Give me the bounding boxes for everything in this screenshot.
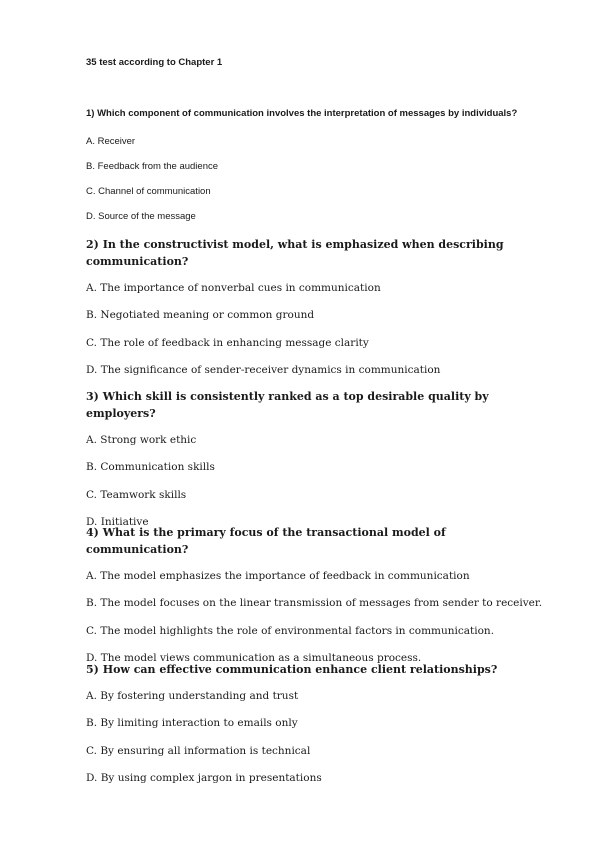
option-d: D. By using complex jargon in presentations [86, 771, 322, 784]
question-text: 4) What is the primary focus of the transactional model of communication? [86, 526, 446, 556]
option-d: D. Source of the message [86, 211, 196, 222]
option-d: D. The significance of sender-receiver dynamics in communication [86, 363, 441, 376]
option-a: A. Strong work ethic [86, 434, 197, 446]
option-b: B. The model focuses on the linear transmission of messages from sender to receiver. [86, 597, 543, 610]
option-d: D. The model views communication as a simultaneous process. [86, 651, 422, 664]
option-b: B. Feedback from the audience [86, 161, 219, 172]
question-4 [86, 524, 543, 678]
question-text: 2) In the constructivist model, what is emphasized when describing communication? [86, 238, 504, 268]
option-c: C. The model highlights the role of environmental factors in communication. [86, 624, 495, 637]
option-c: C. Teamwork skills [86, 488, 187, 501]
option-c: C. The role of feedback in enhancing message clarity [86, 336, 369, 349]
question-text: 1) Which component of communication involves the interpretation of messages by individuals? [86, 108, 518, 119]
option-a: A. Receiver [86, 136, 136, 147]
option-a: A. The importance of nonverbal cues in communication [86, 282, 381, 294]
question-5 [86, 661, 526, 798]
option-list [86, 689, 526, 798]
question-text: 5) How can effective communication enhance client relationships? [86, 663, 498, 676]
document-title: 35 test according to Chapter 1 [86, 57, 223, 68]
question-text: 3) Which skill is consistently ranked as a top desirable quality by employers? [86, 390, 489, 420]
option-b: B. Negotiated meaning or common ground [86, 309, 315, 322]
option-a: A. By fostering understanding and trust [86, 690, 299, 702]
option-list [86, 135, 556, 235]
question-2 [86, 236, 526, 390]
option-c: C. By ensuring all information is technical [86, 744, 311, 757]
question-3 [86, 388, 526, 542]
option-c: C. Channel of communication [86, 186, 211, 197]
option-b: B. Communication skills [86, 461, 215, 474]
option-d: D. Initiative [86, 515, 149, 528]
option-b: B. By limiting interaction to emails only [86, 717, 298, 730]
option-a: A. The model emphasizes the importance of feedback in communication [86, 570, 470, 582]
option-list [86, 281, 526, 390]
question-1 [86, 108, 556, 235]
